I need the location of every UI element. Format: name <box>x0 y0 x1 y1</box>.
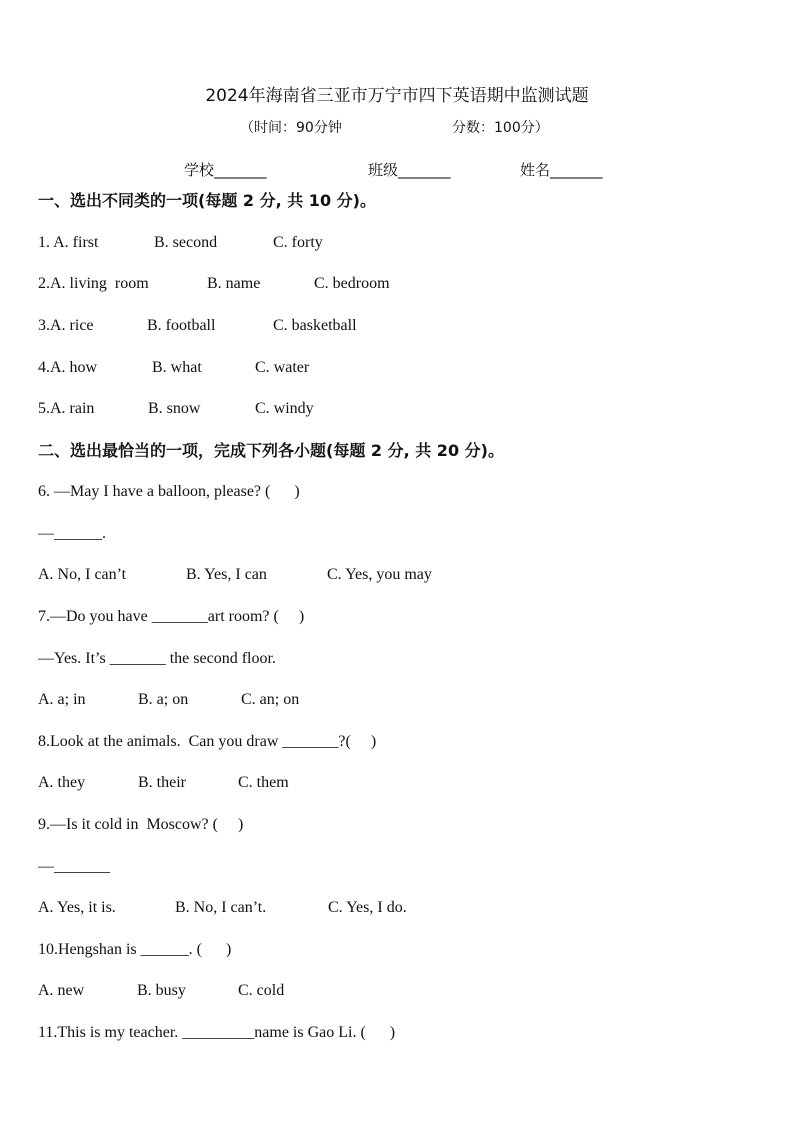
q5-option-b: B. snow <box>148 400 201 417</box>
q10-option-b: B. busy <box>137 982 186 999</box>
q2-option-c: C. bedroom <box>314 275 390 292</box>
q3-option-a: 3.A. rice <box>38 317 94 334</box>
school-field: 学校_______ <box>184 161 267 179</box>
q9-option-c: C. Yes, I do. <box>328 899 407 916</box>
q1-option-b: B. second <box>154 234 218 251</box>
exam-time: （时间：90分钟 <box>240 120 342 136</box>
q7-option-c: C. an; on <box>241 691 300 708</box>
q2-option-b: B. name <box>207 275 261 292</box>
section2-heading: 二、选出最恰当的一项，完成下列各小题(每题 2 分, 共 20 分)。 <box>38 441 504 460</box>
question-8-stem: 8.Look at the animals. Can you draw _______?( ) <box>38 733 377 750</box>
q8-option-b: B. their <box>138 774 186 791</box>
class-field: 班级_______ <box>368 161 451 179</box>
q8-option-c: C. them <box>238 774 289 791</box>
exam-score: 分数：100分） <box>452 120 549 136</box>
q6-option-a: A. No, I can’t <box>38 566 127 583</box>
name-field: 姓名_______ <box>520 161 603 179</box>
q4-option-c: C. water <box>255 359 310 376</box>
q5-option-c: C. windy <box>255 400 314 417</box>
q4-option-b: B. what <box>152 359 202 376</box>
q6-option-b: B. Yes, I can <box>186 566 267 583</box>
question-6-answer: —______. <box>38 525 106 542</box>
section1-heading: 一、选出不同类的一项(每题 2 分, 共 10 分)。 <box>38 191 376 210</box>
q9-option-a: A. Yes, it is. <box>38 899 116 916</box>
q10-option-a: A. new <box>38 982 85 999</box>
q3-option-b: B. football <box>147 317 216 334</box>
question-7-stem: 7.—Do you have _______art room? ( ) <box>38 608 305 625</box>
q1-option-a: 1. A. first <box>38 234 99 251</box>
q7-option-b: B. a; on <box>138 691 189 708</box>
question-9-answer: —_______ <box>38 858 110 875</box>
q4-option-a: 4.A. how <box>38 359 98 376</box>
q1-option-c: C. forty <box>273 234 323 251</box>
q8-option-a: A. they <box>38 774 86 791</box>
q5-option-a: 5.A. rain <box>38 400 95 417</box>
question-9-stem: 9.—Is it cold in Moscow? ( ) <box>38 816 244 833</box>
q2-option-a: 2.A. living room <box>38 275 149 292</box>
question-7-answer: —Yes. It’s _______ the second floor. <box>38 650 276 667</box>
exam-title: 2024年海南省三亚市万宁市四下英语期中监测试题 <box>205 86 589 106</box>
q10-option-c: C. cold <box>238 982 285 999</box>
q6-option-c: C. Yes, you may <box>327 566 432 583</box>
question-10-stem: 10.Hengshan is ______. ( ) <box>38 941 232 958</box>
question-6-stem: 6. —May I have a balloon, please? ( ) <box>38 483 300 500</box>
q3-option-c: C. basketball <box>273 317 357 334</box>
question-11-stem: 11.This is my teacher. _________name is Gao Li. ( ) <box>38 1024 396 1041</box>
q9-option-b: B. No, I can’t. <box>175 899 267 916</box>
q7-option-a: A. a; in <box>38 691 86 708</box>
